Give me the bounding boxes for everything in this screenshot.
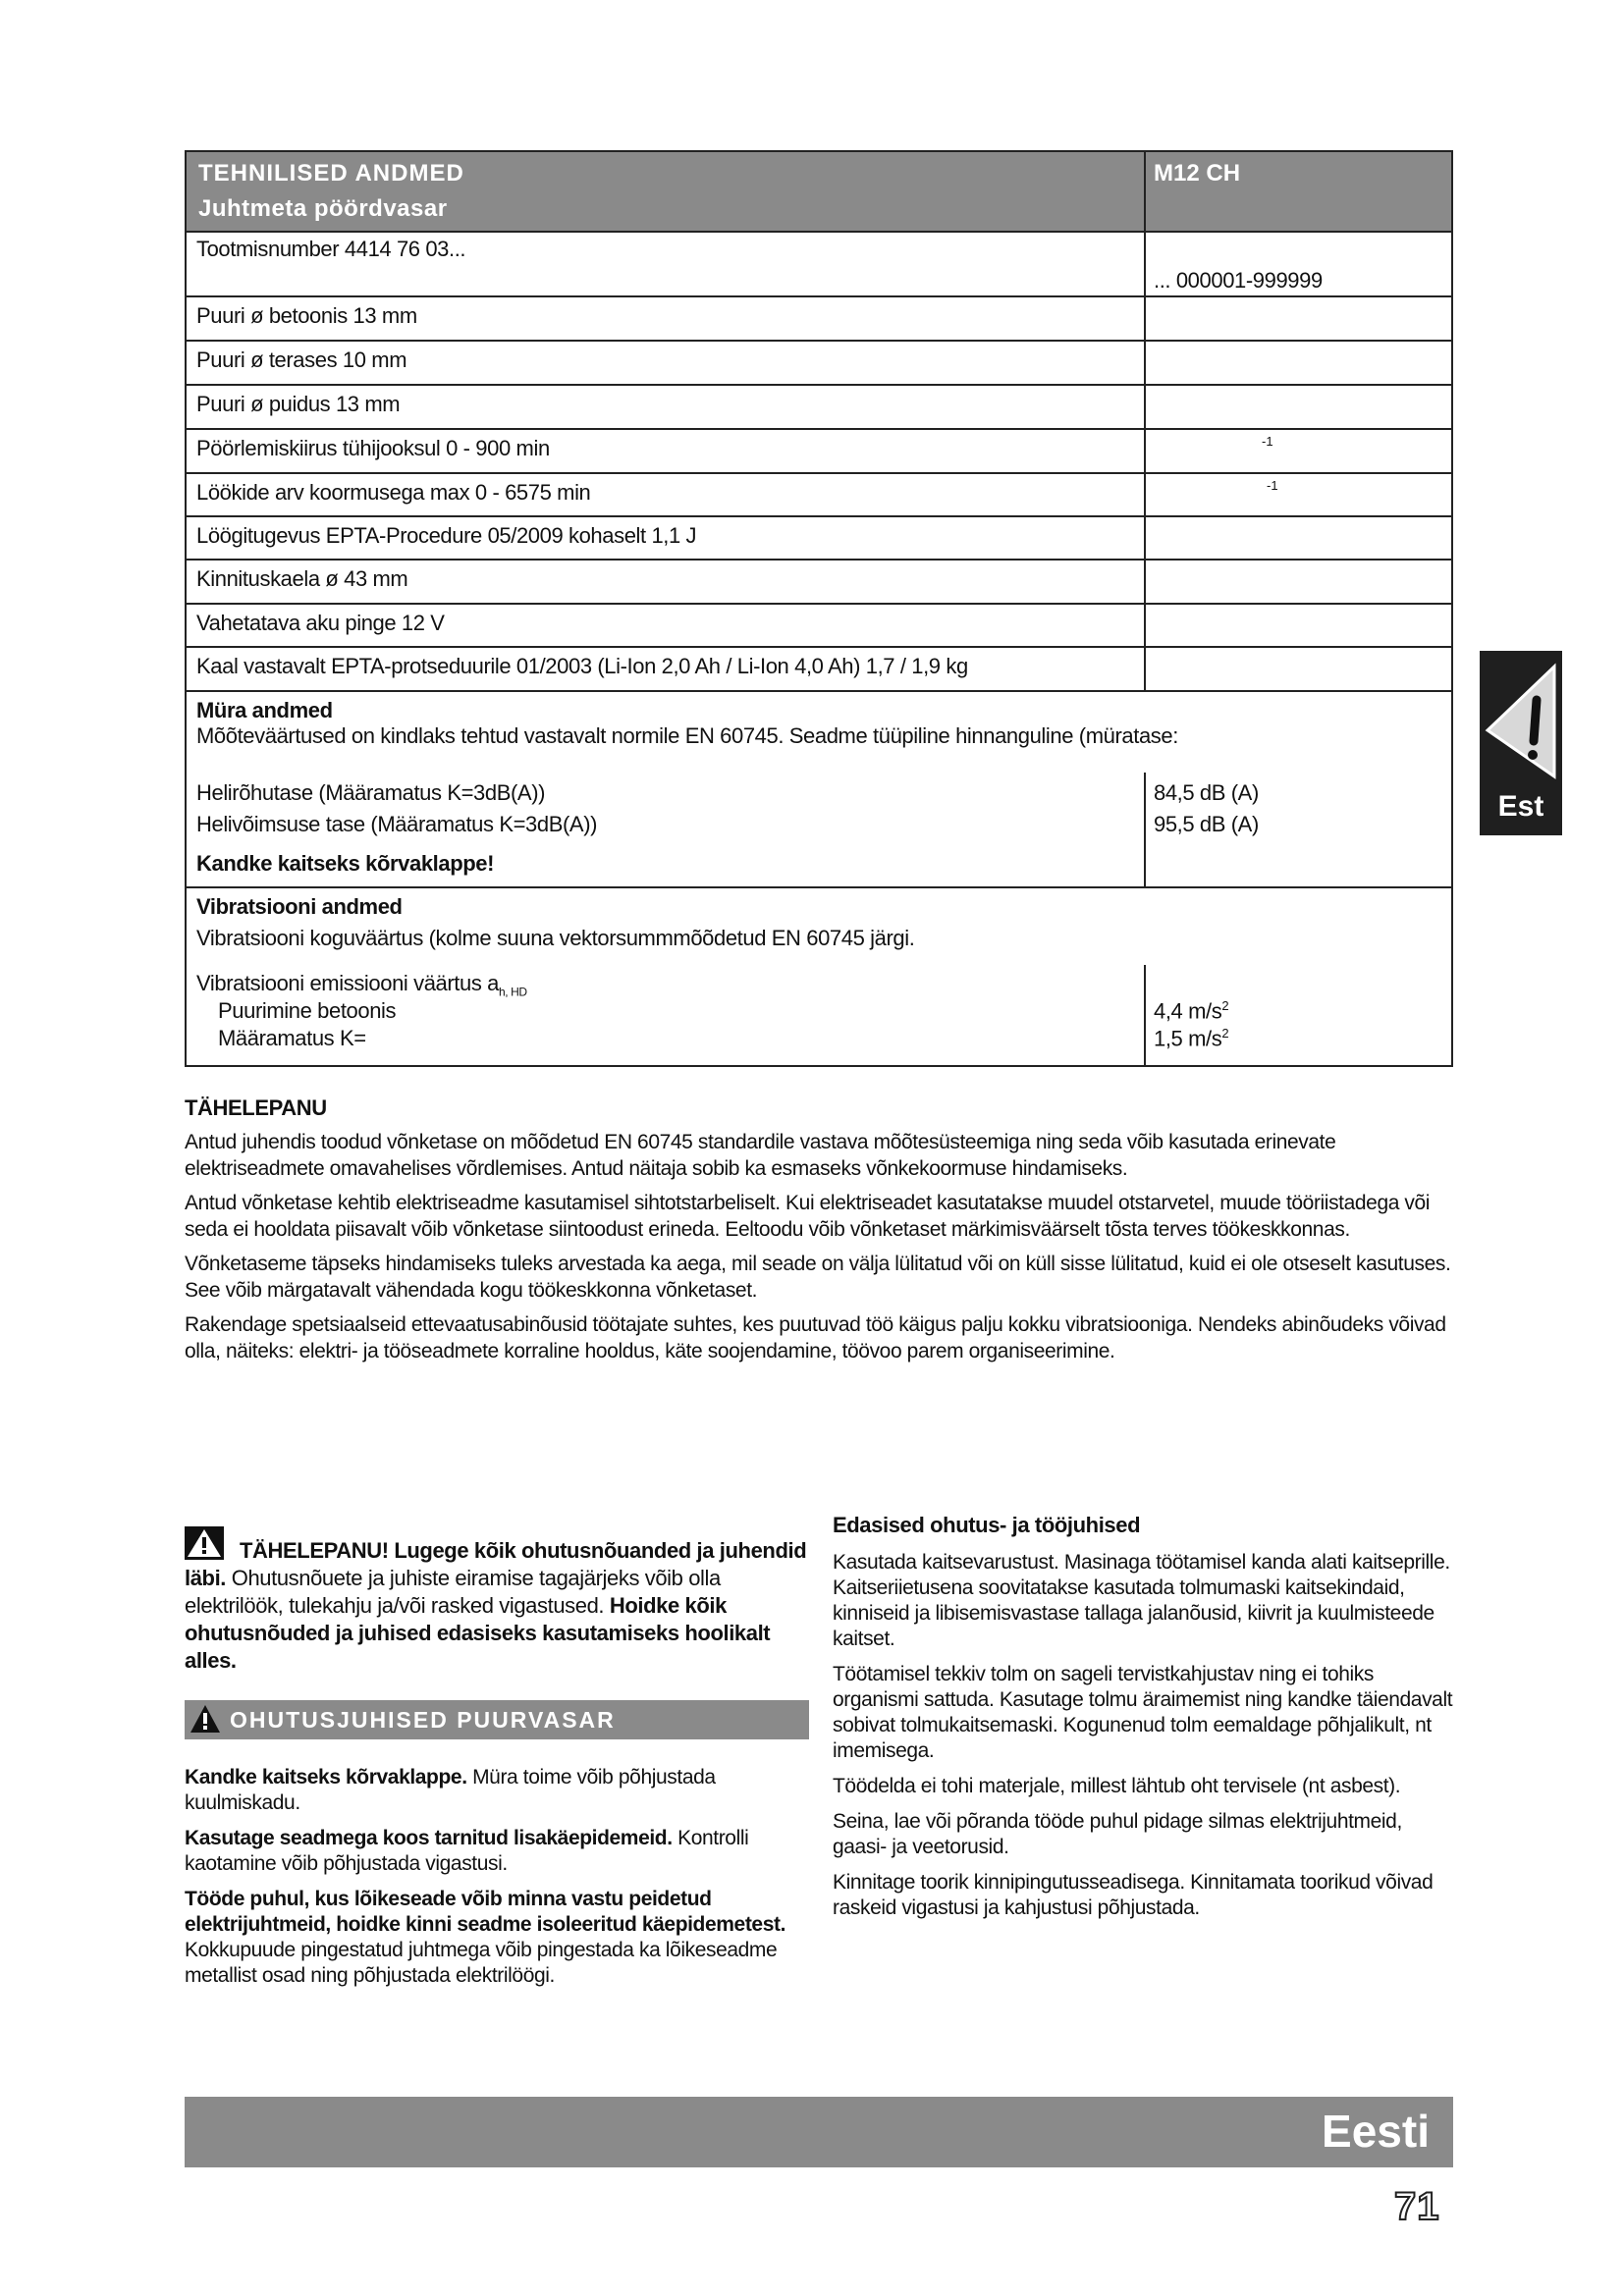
warning-icon <box>189 1703 222 1735</box>
table-row <box>187 561 1451 605</box>
footer-bar <box>185 2097 1453 2167</box>
vibration-section <box>187 888 1451 1067</box>
sound-power-value: 95,5 dB (A) <box>1154 812 1259 836</box>
table-row <box>187 605 1451 648</box>
warning-bold-1: TÄHELEPANU! Lugege kõik ohutusnõuanded ja juhendid läbi. <box>185 1538 807 1590</box>
ear-protection-warning: Kandke kaitseks kõrvaklappe! <box>196 851 495 876</box>
noise-title: Müra andmed <box>196 698 333 722</box>
note-paragraph: Võnketaseme täpseks hindamiseks tuleks arvestada ka aega, mil seade on välja lülitatud või on küll sisse lülitatud, kuid ei ole otseselt kasutuses. See võib märgatavalt vähendada kogu töökeskkonna võnketaset. <box>185 1253 1451 1302</box>
emission-label-text: Vibratsiooni emissiooni väärtus a <box>196 971 500 995</box>
table-row <box>187 342 1451 386</box>
safety-item-bold: Kasutage seadmega koos tarnitud lisakäepidemeid. <box>185 1827 673 1849</box>
safety-item <box>185 1765 809 1816</box>
table-row <box>187 386 1451 430</box>
section-banner <box>185 1700 809 1739</box>
safety-item-text: Kontrolli kaotamine võib põhjustada vigastusi. <box>185 1827 749 1875</box>
table-title: TEHNILISED ANDMED <box>198 160 464 187</box>
safety-item-text: Kokkupuude pingestatud juhtmega võib pingestada ka lõikeseadme metallist osad ning põhjustada elektrilöögi. <box>185 1939 778 1987</box>
note-title: TÄHELEPANU <box>185 1095 327 1120</box>
note-paragraph: Rakendage spetsiaalseid ettevaatusabinõusid töötajate suhtes, kes puutuvad töö käigus palju kokku vibratsiooniga. Nendeks abinõudeks võivad olla, näiteks: elektri- ja tööseadmete korraline hooldus, käte soojendamine, töövoo parem organiseerimine. <box>185 1313 1446 1362</box>
drilling-value-text: 4,4 m/s <box>1154 998 1222 1024</box>
footer-language: Eesti <box>1322 2106 1430 2157</box>
table-row <box>187 297 1451 342</box>
additional-instructions-column <box>833 1513 1457 1931</box>
uncertainty-value <box>1154 1026 1228 1051</box>
banner-title: OHUTUSJUHISED PUURVASAR <box>230 1707 616 1733</box>
row-label: Kaal vastavalt EPTA-protseduurile 01/2003 (Li-Ion 2,0 Ah / Li-Ion 4,0 Ah) 1,7 / 1,9 kg <box>196 654 968 678</box>
general-warning <box>185 1526 809 1675</box>
row-label: Tootmisnumber 4414 76 03... <box>196 237 466 261</box>
row-value: ... 000001-999999 <box>1154 268 1323 293</box>
uncertainty-value-text: 1,5 m/s <box>1154 1026 1222 1051</box>
note-paragraph: Antud võnketase kehtib elektriseadme kasutamisel sihtotstarbeliselt. Kui elektriseadet kasutatakse muudel otstarvetel, muude tööriistadega või seda ei hooldata piisavalt võib võnketase siintoodust erineda. Eeltoodu võib võnketaset märkimisväärselt tõsta terves töökeskkonnas. <box>185 1192 1431 1241</box>
row-label: Löökide arv koormusega max 0 - 6575 min <box>196 480 591 505</box>
instruction-paragraph: Kinnitage toorik kinnipingutusseadisega. Kinnitamata toorikud võivad raskeid vigastusi ja kahjustusi põhjustada. <box>833 1871 1434 1919</box>
warning-triangle-icon <box>1480 657 1562 784</box>
sound-pressure-value: 84,5 dB (A) <box>1154 780 1259 805</box>
drilling-value <box>1154 998 1228 1024</box>
noise-description: Mõõteväärtused on kindlaks tehtud vastavalt normile EN 60745. Seadme tüüpiline hinnanguline (müratase: <box>196 723 1178 748</box>
warning-icon <box>185 1526 224 1560</box>
table-row <box>187 474 1451 517</box>
technical-data-table <box>185 150 1453 1067</box>
instruction-paragraph: Töötamisel tekkiv tolm on sageli tervistkahjustav ning ei tohiks organismi sattuda. Kasutage tolmu äraimemist ning kandke täiendavalt sobivat tolmukaitsemaski. Kogunenud tolm eemaldage põhjalikult, nt imemisega. <box>833 1663 1453 1762</box>
attention-note <box>185 1095 1461 1372</box>
row-label: Pöörlemiskiirus tühijooksul 0 - 900 min <box>196 436 550 460</box>
noise-section <box>187 692 1451 888</box>
safety-item-bold: Tööde puhul, kus lõikeseade võib minna vastu peidetud elektrijuhtmeid, hoidke kinni seadme isoleeritud käepidemetest. <box>185 1888 785 1936</box>
table-subtitle: Juhtmeta pöördvasar <box>198 195 448 222</box>
safety-item-text: Müra toime võib põhjustada kuulmiskadu. <box>185 1766 716 1814</box>
row-value: -1 <box>1267 478 1278 493</box>
sound-pressure-label: Helirõhutase (Määramatus K=3dB(A)) <box>196 780 546 805</box>
vibration-description: Vibratsiooni koguväärtus (kolme suuna vektorsummmõõdetud EN 60745 järgi. <box>196 926 915 950</box>
row-label: Löögitugevus EPTA-Procedure 05/2009 kohaselt 1,1 J <box>196 523 697 548</box>
row-label: Puuri ø terases 10 mm <box>196 347 407 372</box>
drilling-label: Puurimine betoonis <box>218 998 397 1023</box>
model-name: M12 CH <box>1154 160 1241 187</box>
unit-exponent: 2 <box>1221 1026 1229 1041</box>
warning-bold-2: Hoidke kõik ohutusnõuded ja juhised edasiseks kasutamiseks hoolikalt alles. <box>185 1593 771 1673</box>
language-side-tab <box>1480 651 1562 835</box>
table-header <box>187 152 1451 233</box>
instruction-paragraph: Kasutada kaitsevarustust. Masinaga töötamisel kanda alati kaitseprille. Kaitseriietusena soovitatakse kasutada tolmumaski kaitsekindaid, kinniseid ja libisemisvastase tallaga jalanõusid, kiivrit ja kuulmisteede kaitset. <box>833 1551 1450 1650</box>
row-value: -1 <box>1262 434 1273 449</box>
instruction-paragraph: Seina, lae või põranda tööde puhul pidage silmas elektrijuhtmeid, gaasi- ja veetorusid. <box>833 1810 1402 1858</box>
unit-exponent: 2 <box>1221 998 1229 1013</box>
side-tab-label: Est <box>1497 790 1544 823</box>
instructions-title: Edasised ohutus- ja tööjuhised <box>833 1513 1141 1537</box>
row-label: Puuri ø betoonis 13 mm <box>196 303 417 328</box>
safety-item-bold: Kandke kaitseks kõrvaklappe. <box>185 1766 467 1789</box>
vibration-title: Vibratsiooni andmed <box>196 894 403 919</box>
vibration-emission-label <box>196 971 527 998</box>
safety-item <box>185 1826 809 1877</box>
safety-item <box>185 1887 809 1989</box>
row-label: Puuri ø puidus 13 mm <box>196 392 401 416</box>
table-row <box>187 231 1451 297</box>
uncertainty-label: Määramatus K= <box>218 1026 366 1050</box>
instruction-paragraph: Töödelda ei tohi materjale, millest lähtub oht tervisele (nt asbest). <box>833 1775 1401 1797</box>
table-row <box>187 648 1451 692</box>
warning-text: Ohutusnõuete ja juhiste eiramise tagajärjeks võib olla elektrilöök, tulekahju ja/või rasked vigastused. <box>185 1566 721 1618</box>
emission-subscript: h, HD <box>499 985 527 999</box>
note-paragraph: Antud juhendis toodud võnketase on mõõdetud EN 60745 standardile vastava mõõtesüsteemiga ning seda võib kasutada erinevate elektriseadmete omavahelises võrdlemises. Antud näitaja sobib ka esmaseks võnkekoormuse hindamiseks. <box>185 1131 1336 1180</box>
table-row <box>187 430 1451 474</box>
row-label: Kinnituskaela ø 43 mm <box>196 566 408 591</box>
row-label: Vahetatava aku pinge 12 V <box>196 611 445 635</box>
table-row <box>187 517 1451 561</box>
safety-warnings-column <box>185 1526 809 1999</box>
sound-power-label: Helivõimsuse tase (Määramatus K=3dB(A)) <box>196 812 598 836</box>
page-number: 71 <box>1394 2185 1440 2228</box>
